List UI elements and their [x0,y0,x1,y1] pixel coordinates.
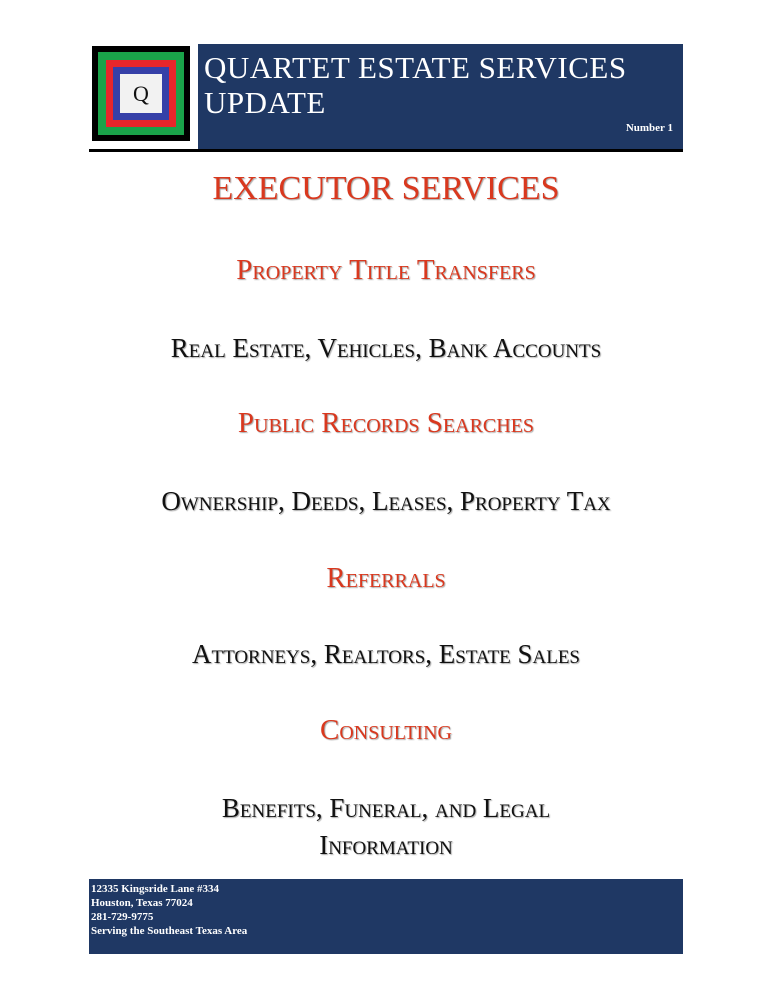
logo-letter: Q [120,74,162,113]
issue-number: Number 1 [625,122,673,134]
title-panel [198,44,683,150]
main-title: EXECUTOR SERVICES [212,170,560,207]
section-detail-property-title-transfers: Real Estate, Vehicles, Bank Accounts [170,333,602,363]
header-rule [89,149,683,152]
section-detail-consulting: Benefits, Funeral, and Legal [221,793,551,823]
footer-tagline: Serving the Southeast Texas Area [91,925,248,937]
section-detail-referrals: Attorneys, Realtors, Estate Sales [191,639,581,669]
section-detail-consulting-line2: Information [319,830,453,860]
footer-phone: 281-729-9775 [91,911,154,923]
section-heading-referrals: Referrals [326,562,446,594]
footer-city: Houston, Texas 77024 [91,897,193,909]
newsletter-title: QUARTET ESTATE SERVICES UPDATE [204,50,627,120]
quartet-logo [92,46,190,141]
section-heading-public-records-searches: Public Records Searches [237,407,535,439]
footer-address: 12335 Kingsride Lane #334 [91,883,220,895]
section-detail-public-records-searches: Ownership, Deeds, Leases, Property Tax [161,486,611,516]
section-heading-consulting: Consulting [320,714,452,746]
section-heading-property-title-transfers: Property Title Transfers [236,254,536,286]
footer [89,879,683,954]
